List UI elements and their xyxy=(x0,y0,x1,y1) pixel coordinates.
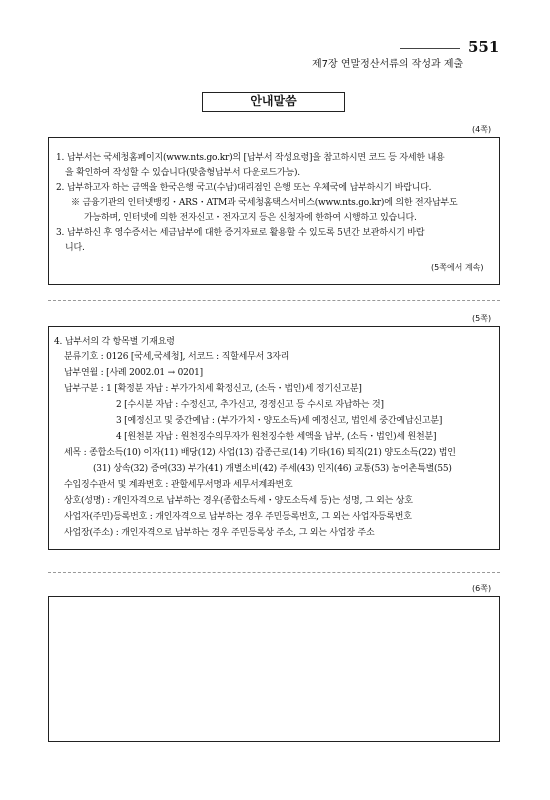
item-3: 3. 납부하신 후 영수증서는 세금납부에 대한 증거자료로 활용할 수 있도록 5년간 보관하시기 바랍 xyxy=(56,228,425,238)
line-classification: 분류기호 : 0126 [국세,국세청], 서코드 : 직할세무서 3자리 xyxy=(64,352,290,362)
line-reg-number: 사업자(주민)등록번호 : 개인자격으로 납부하는 경우 주민등록번호, 그 외는 사업자등록번호 xyxy=(64,512,412,522)
section-label-5: (5쪽) xyxy=(472,314,492,323)
line-name: 상호(성명) : 개인자격으로 납부하는 경우(종합소득세・양도소득세 등)는 성명, 그 외는 상호 xyxy=(64,496,413,506)
section-divider xyxy=(48,300,500,301)
item-1-cont: 을 확인하여 작성할 수 있습니다(맞춤형납부서 다운로드가능). xyxy=(65,168,300,178)
line-type-4: 4 [원천분 자납 : 원천징수의무자가 원천징수한 세액을 납부, (소득・법인)세 원천분] xyxy=(116,432,437,442)
section-label-6: (6쪽) xyxy=(472,584,492,593)
continued-note: (5쪽에서 계속) xyxy=(431,263,484,272)
page-title: 안내말씀 xyxy=(202,92,345,112)
line-type-1: 납부구분 : 1 [확정분 자납 : 부가가치세 확정신고, (소득・법인)세 정기신고분] xyxy=(64,384,362,394)
line-type-3: 3 [예정신고 및 중간예납 : (부가가치・양도소득)세 예정신고, 법인세 중간예납신고분] xyxy=(116,416,443,426)
header-rule xyxy=(400,48,460,49)
section-divider xyxy=(48,572,500,573)
item-3-cont: 니다. xyxy=(65,243,85,253)
notice-box-6 xyxy=(48,596,500,742)
section-label-4: (4쪽) xyxy=(472,125,492,134)
item-2: 2. 납부하고자 하는 금액을 한국은행 국고(수납)대리점인 은행 또는 우체국에 납부하시기 바랍니다. xyxy=(56,183,432,193)
chapter-title: 제7장 연말정산서류의 작성과 제출 xyxy=(312,59,464,70)
line-payment-month: 납부연월 : [사례 2002.01 → 0201] xyxy=(64,368,203,378)
line-tax-items: 세목 : 종합소득(10) 이자(11) 배당(12) 사업(13) 갑종근로(14) 기타(16) 퇴직(21) 양도소득(22) 법인 xyxy=(64,448,456,458)
line-address: 사업장(주소) : 개인자격으로 납부하는 경우 주민등록상 주소, 그 외는 사업장 주소 xyxy=(64,528,375,538)
item-2-note-cont: 가능하며, 인터넷에 의한 전자신고・전자고지 등은 신청자에 한하여 시행하고 있습니다. xyxy=(84,213,417,223)
heading-4: 4. 납부서의 각 항목별 기재요령 xyxy=(54,337,175,347)
item-2-note: ※ 금융기관의 인터넷뱅킹・ARS・ATM과 국세청홈택스서비스(www.nts.go.kr)에 의한 전자납부도 xyxy=(71,198,458,208)
line-account: 수입징수관서 및 계좌번호 : 관할세무서명과 세무서계좌번호 xyxy=(64,480,293,490)
line-type-2: 2 [수시분 자납 : 수정신고, 추가신고, 경정신고 등 수시로 자납하는 것] xyxy=(116,400,384,410)
page-number: 551 xyxy=(468,38,500,56)
line-tax-items-cont: (31) 상속(32) 증여(33) 부가(41) 개별소비(42) 주세(43) 인지(46) 교통(53) 농어촌특별(55) xyxy=(93,464,452,474)
item-1: 1. 납부서는 국세청홈페이지(www.nts.go.kr)의 [납부서 작성요령]을 참고하시면 코드 등 자세한 내용 xyxy=(56,153,445,163)
